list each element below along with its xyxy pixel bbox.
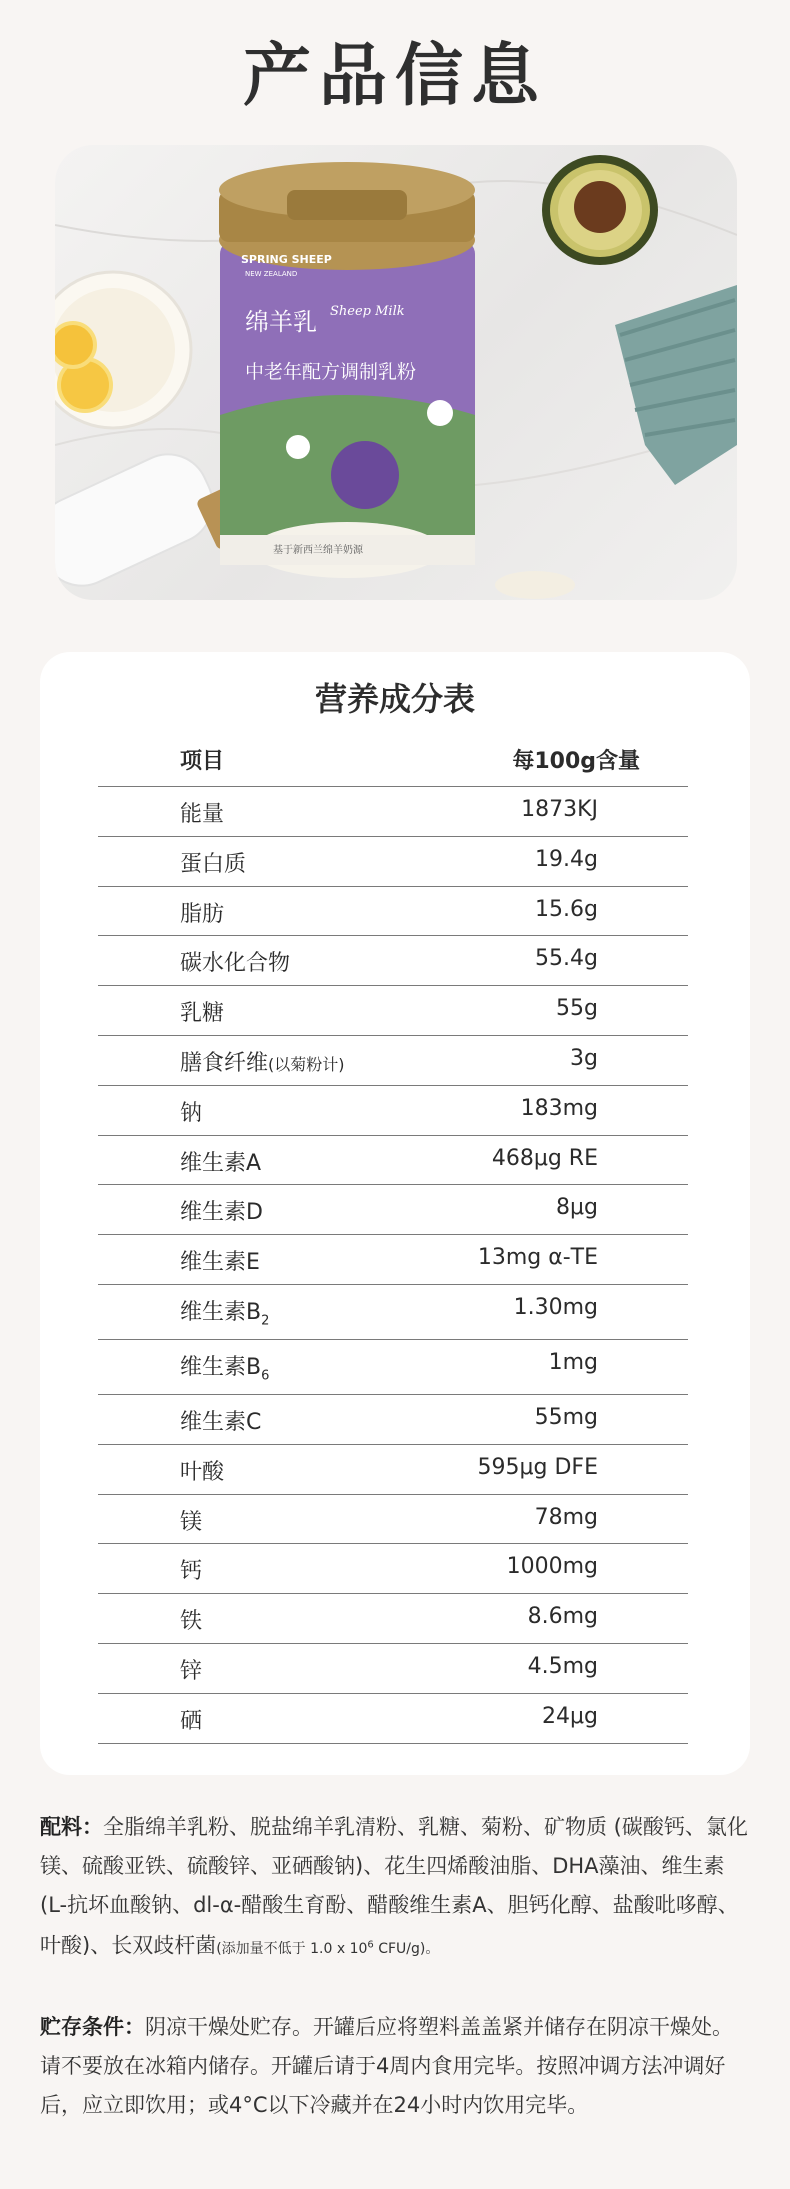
nutrient-value: 78mg — [534, 1504, 598, 1530]
nutrient-name: 碳水化合物 — [180, 951, 291, 977]
nutrition-row — [98, 1234, 688, 1284]
nutrition-row — [98, 1085, 688, 1135]
nutrient-name: 脂肪 — [180, 901, 225, 927]
can-bottom-text: 基于新西兰绵羊奶源 — [273, 545, 363, 556]
nutrition-row — [98, 1135, 688, 1185]
storage-paragraph — [40, 2008, 752, 2125]
nutrient-value: 15.6g — [535, 896, 598, 922]
nutrition-row — [98, 935, 688, 985]
nutrient-value: 55mg — [534, 1404, 598, 1430]
nutrition-row — [98, 836, 688, 886]
nutrient-name: 维生素A — [180, 1150, 262, 1176]
nutrient-value: 8.6mg — [527, 1604, 598, 1630]
nutrition-row — [98, 1494, 688, 1544]
nutrient-value: 1000mg — [506, 1554, 598, 1580]
nutrient-value: 13mg α-TE — [477, 1245, 598, 1271]
product-photo — [55, 145, 737, 600]
can-label-main: 绵羊乳 — [245, 308, 317, 336]
can-brand-sub: NEW ZEALAND — [245, 270, 298, 278]
col-item-header: 项目 — [180, 749, 225, 774]
nutrient-name: 维生素$B_6$ — [180, 1354, 270, 1384]
nutrient-value: 55.4g — [535, 946, 598, 972]
nutrient-value: 468μg RE — [491, 1145, 598, 1171]
nutrition-row — [98, 1693, 688, 1743]
nutrient-name: 钙 — [180, 1559, 203, 1585]
nutrient-value: 1873KJ — [521, 797, 598, 822]
nutrition-row — [98, 1035, 688, 1085]
nutrient-value: 55g — [556, 996, 598, 1022]
avocado — [542, 155, 658, 265]
nutrition-row — [98, 1394, 688, 1444]
nutrient-name: 维生素D — [180, 1200, 263, 1226]
can-brand: SPRING SHEEP — [241, 253, 332, 266]
nutrient-name: 维生素C — [180, 1409, 262, 1435]
nutrition-title: 营养成分表 — [314, 680, 475, 718]
page-title: 产品信息 — [242, 37, 547, 116]
storage-text: 阴凉干燥处贮存。开罐后应将塑料盖盖紧并储存在阴凉干燥处。请不要放在冰箱内储存。开罐后请于4周内食用完毕。按照冲调方法冲调好后，应立即饮用；或4°C以下冷藏并在24小时内饮用完毕。 — [40, 2015, 733, 2117]
nutrition-row — [98, 985, 688, 1035]
nutrient-name: 乳糖 — [180, 1001, 225, 1027]
nutrient-name: 蛋白质 — [180, 851, 247, 877]
nutrient-name: 铁 — [180, 1609, 203, 1635]
ingredients-paragraph — [40, 1808, 752, 1969]
nutrient-value: 595μg DFE — [477, 1454, 598, 1480]
milk-powder-can — [219, 162, 475, 578]
nutrient-name: 叶酸 — [180, 1459, 225, 1485]
nutrient-name: 硒 — [180, 1708, 203, 1734]
nutrition-row — [98, 886, 688, 936]
ingredients-label: 配料： — [40, 1815, 103, 1839]
nutrient-name: 维生素$B_2$ — [180, 1299, 270, 1329]
nutrient-name: 镁 — [180, 1509, 203, 1535]
nutrient-value: 24μg — [542, 1703, 598, 1729]
nutrient-value: 183mg — [520, 1095, 598, 1121]
nutrition-row — [98, 1543, 688, 1593]
col-value-header: 每100g含量 — [512, 749, 640, 774]
nutrient-value: 4.5mg — [527, 1653, 598, 1679]
nutrient-name: 膳食纤维(以菊粉计) — [180, 1050, 345, 1076]
nutrition-row — [98, 1643, 688, 1693]
nutrient-name: 钠 — [180, 1100, 203, 1126]
nutrient-name: 锌 — [180, 1658, 203, 1684]
nutrient-value: 8μg — [556, 1195, 598, 1221]
nutrition-row — [98, 1444, 688, 1494]
nutrition-card — [40, 652, 750, 1775]
can-label-script: Sheep Milk — [330, 304, 405, 319]
nutrition-row — [98, 1339, 688, 1394]
nutrition-row — [98, 1284, 688, 1339]
table-bottom-rule — [98, 1743, 688, 1744]
nutrient-name: 维生素E — [180, 1250, 260, 1276]
nutrition-rows — [98, 786, 688, 1744]
yogurt-bowl — [55, 272, 191, 428]
ingredients-note: (添加量不低于 1.0 x $10^6$ CFU/g)。 — [216, 1939, 440, 1957]
nutrition-row — [98, 786, 688, 836]
nutrition-row — [98, 1184, 688, 1234]
ingredients-text: 全脂绵羊乳粉、脱盐绵羊乳清粉、乳糖、菊粉、矿物质 (碳酸钙、氯化镁、硫酸亚铁、硫酸锌、亚硒酸钠)、花生四烯酸油脂、DHA藻油、维生素 (L-抗坏血酸钠、dl-α-醋酸生育酚、醋酸维生素A、胆钙化醇、盐酸吡哆醇、叶酸)、长双歧杆菌 — [40, 1815, 748, 1958]
nutrient-value: 3g — [570, 1045, 598, 1071]
nutrition-header — [180, 744, 640, 784]
nutrition-row — [98, 1593, 688, 1643]
nutrient-value: 1mg — [548, 1349, 598, 1375]
nutrient-value: 19.4g — [535, 846, 598, 872]
nutrient-name: 能量 — [180, 802, 225, 827]
nutrient-value: 1.30mg — [513, 1294, 598, 1320]
can-label-sub: 中老年配方调制乳粉 — [245, 361, 417, 383]
storage-label: 贮存条件： — [40, 2015, 145, 2039]
